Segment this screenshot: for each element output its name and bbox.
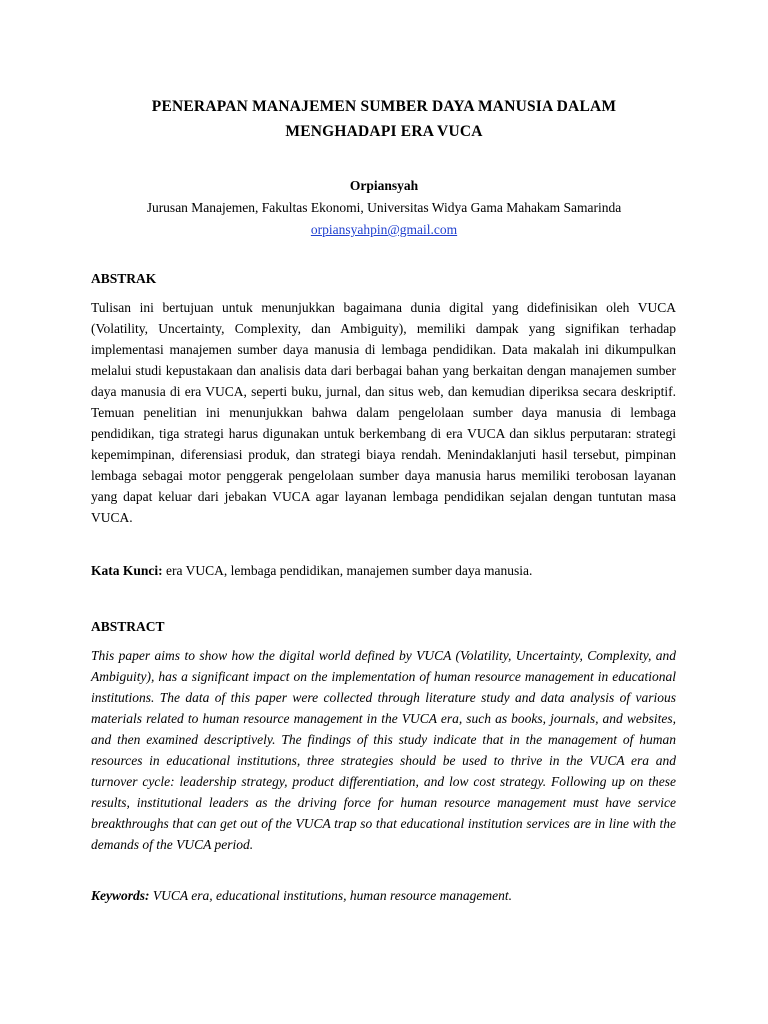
abstrak-heading: ABSTRAK: [91, 271, 157, 286]
abstract-heading: ABSTRACT: [91, 619, 165, 634]
abstract-keywords-text: VUCA era, educational institutions, human resource management.: [149, 888, 512, 903]
abstract-keywords: [91, 885, 676, 906]
author-name: Orpiansyah: [349, 178, 419, 193]
title-line-1: PENERAPAN MANAJEMEN SUMBER DAYA MANUSIA DALAM: [151, 98, 617, 115]
author-email-link[interactable]: orpiansyahpin@gmail.com: [310, 222, 458, 237]
abstrak-keywords-label: Kata Kunci:: [91, 563, 163, 578]
abstrak-keywords: [91, 560, 676, 581]
abstrak-keywords-text: era VUCA, lembaga pendidikan, manajemen sumber daya manusia.: [162, 563, 533, 578]
author-affiliation: Jurusan Manajemen, Fakultas Ekonomi, Universitas Widya Gama Mahakam Samarinda: [146, 200, 622, 215]
title-line-2: MENGHADAPI ERA VUCA: [285, 123, 483, 140]
abstrak-body: Tulisan ini bertujuan untuk menunjukkan bagaimana dunia digital yang didefinisikan oleh VUCA (Volatility, Uncertainty, Complexity, dan Ambiguity), memiliki dampak yang signifikan terhadap implementasi manajemen sumber daya manusia di lembaga pendidikan. Data makalah ini dikumpulkan melalui studi kepustakaan dan analisis data dari berbagai bahan yang berkaitan dengan manajemen sumber daya manusia di era VUCA, seperti buku, jurnal, dan situs web, dan kemudian diperiksa secara deskriptif. Temuan penelitian ini menunjukkan bahwa dalam pengelolaan sumber daya manusia di lembaga pendidikan, tiga strategi harus digunakan untuk berkembang di era VUCA dan siklus perputaran: strategi kepemimpinan, diferensiasi produk, dan strategi biaya rendah. Menindaklanjuti hasil tersebut, pimpinan lembaga sebagai motor penggerak pengelolaan sumber daya manusia harus memiliki terobosan layanan yang dapat keluar dari jebakan VUCA agar layanan lembaga pendidikan sejalan dengan tuntutan masa VUCA.: [91, 300, 676, 525]
abstract-body: This paper aims to show how the digital world defined by VUCA (Volatility, Uncertainty, Complexity, and Ambiguity), has a significant impact on the implementation of human resource management in educational institutions. The data of this paper were collected through literature study and data analysis of various materials related to human resource management in the VUCA era, such as books, journals, and websites, and then examined descriptively. The findings of this study indicate that in the management of human resources in educational institutions, three strategies should be used to thrive in the VUCA era and turnover cycle: leadership strategy, product differentiation, and low cost strategy. Following up on these results, institutional leaders as the driving force for human resource management must have service breakthroughs that can get out of the VUCA trap so that educational institution services are in line with the demands of the VUCA period.: [91, 648, 676, 852]
author-block: [0, 175, 768, 241]
paper-title: [0, 94, 768, 144]
abstract-keywords-label: Keywords:: [91, 888, 150, 903]
